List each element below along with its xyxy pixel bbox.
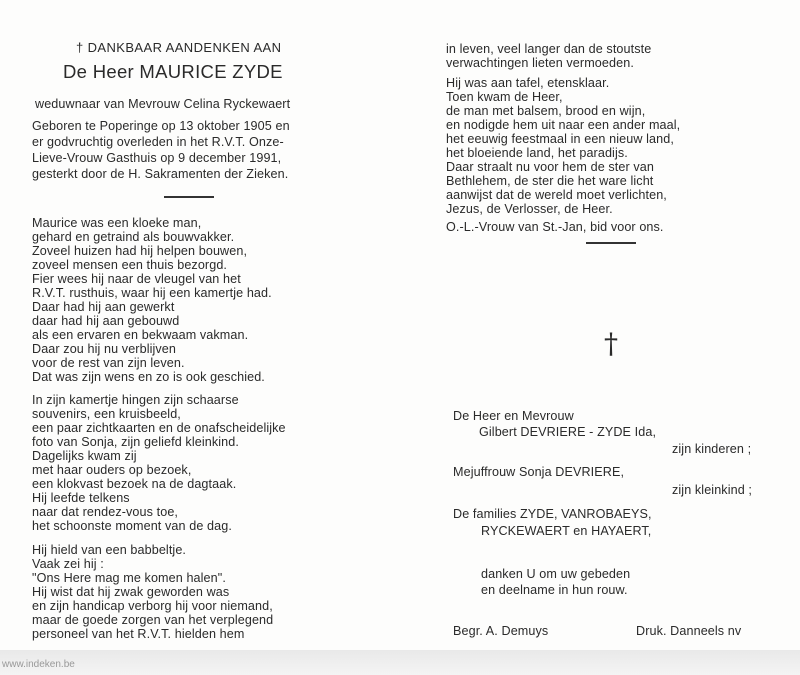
poem-line: souvenirs, een kruisbeeld, xyxy=(32,407,181,421)
poem-line: Fier wees hij naar de vleugel van het xyxy=(32,272,241,286)
bio-line: Geboren te Poperinge op 13 oktober 1905 en xyxy=(32,119,290,133)
poem-line: voor de rest van zijn leven. xyxy=(32,356,185,370)
poem-line: Hij wist dat hij zwak geworden was xyxy=(32,585,230,599)
bottom-shade xyxy=(0,650,800,675)
poem-line: Bethlehem, de ster die het ware licht xyxy=(446,174,654,188)
poem-line: "Ons Here mag me komen halen". xyxy=(32,571,226,585)
family-line: Gilbert DEVRIERE - ZYDE Ida, xyxy=(479,425,657,439)
poem-line: personeel van het R.V.T. hielden hem xyxy=(32,627,245,641)
poem-line: de man met balsem, brood en wijn, xyxy=(446,104,646,118)
prayer-line: O.-L.-Vrouw van St.-Jan, bid voor ons. xyxy=(446,220,664,234)
poem-line: met haar ouders op bezoek, xyxy=(32,463,192,477)
heading: † DANKBAAR AANDENKEN AAN xyxy=(76,40,282,55)
poem-line: In zijn kamertje hingen zijn schaarse xyxy=(32,393,239,407)
poem-line: gehard en getraind als bouwvakker. xyxy=(32,230,235,244)
footer-printer: Druk. Danneels nv xyxy=(636,624,742,638)
poem-line: het bloeiende land, het paradijs. xyxy=(446,146,628,160)
poem-line: en nodigde hem uit naar een ander maal, xyxy=(446,118,681,132)
watermark: www.indeken.be xyxy=(2,659,75,670)
family-line: RYCKEWAERT en HAYAERT, xyxy=(481,524,652,538)
poem-line: een paar zichtkaarten en de onafscheidelijke xyxy=(32,421,286,435)
poem-line: als een ervaren en bekwaam vakman. xyxy=(32,328,249,342)
poem-line: Hij leefde telkens xyxy=(32,491,130,505)
poem-line: daar had hij aan gebouwd xyxy=(32,314,180,328)
footer-undertaker: Begr. A. Demuys xyxy=(453,624,549,638)
poem-line: in leven, veel langer dan de stoutste xyxy=(446,42,652,56)
poem-line: Hij hield van een babbeltje. xyxy=(32,543,187,557)
poem-line: R.V.T. rusthuis, waar hij een kamertje had. xyxy=(32,286,272,300)
poem-line: Zoveel huizen had hij helpen bouwen, xyxy=(32,244,248,258)
widower-line: weduwnaar van Mevrouw Celina Ryckewaert xyxy=(35,97,291,111)
poem-line: het eeuwig feestmaal in een nieuw land, xyxy=(446,132,674,146)
poem-line: Dagelijks kwam zij xyxy=(32,449,137,463)
poem-line: Daar straalt nu voor hem de ster van xyxy=(446,160,654,174)
bio-line: Lieve-Vrouw Gasthuis op 9 december 1991, xyxy=(32,151,282,165)
poem-line: Daar zou hij nu verblijven xyxy=(32,342,177,356)
poem-line: Vaak zei hij : xyxy=(32,557,104,571)
family-line: De families ZYDE, VANROBAEYS, xyxy=(453,507,652,521)
bio-line: gesterkt door de H. Sakramenten der Zieken. xyxy=(32,167,289,181)
poem-line: foto van Sonja, zijn geliefd kleinkind. xyxy=(32,435,239,449)
poem-line: Toen kwam de Heer, xyxy=(446,90,563,104)
poem-line: aanwijst dat de wereld moet verlichten, xyxy=(446,188,667,202)
poem-line: het schoonste moment van de dag. xyxy=(32,519,232,533)
poem-line: een klokvast bezoek na de dagtaak. xyxy=(32,477,237,491)
poem-line: Daar had hij aan gewerkt xyxy=(32,300,175,314)
deceased-name: De Heer MAURICE ZYDE xyxy=(63,61,283,82)
cross-icon: † xyxy=(604,327,618,360)
family-line: De Heer en Mevrouw xyxy=(453,409,574,423)
poem-line: zoveel mensen een thuis bezorgd. xyxy=(32,258,228,272)
poem-line: verwachtingen lieten vermoeden. xyxy=(446,56,634,70)
poem-line: naar dat rendez-vous toe, xyxy=(32,505,179,519)
poem-line: Dat was zijn wens en zo is ook geschied. xyxy=(32,370,265,384)
poem-line: Hij was aan tafel, etensklaar. xyxy=(446,76,610,90)
bio-line: er godvruchtig overleden in het R.V.T. Onze- xyxy=(32,135,284,149)
family-line: danken U om uw gebeden xyxy=(481,567,631,581)
poem-line: Jezus, de Verlosser, de Heer. xyxy=(446,202,613,216)
poem-line: en zijn handicap verborg hij voor niemand, xyxy=(32,599,273,613)
family-line: Mejuffrouw Sonja DEVRIERE, xyxy=(453,465,625,479)
divider xyxy=(164,196,214,198)
family-line: zijn kinderen ; xyxy=(672,442,752,456)
divider xyxy=(586,242,636,244)
family-line: en deelname in hun rouw. xyxy=(481,583,628,597)
family-line: zijn kleinkind ; xyxy=(672,483,752,497)
poem-line: maar de goede zorgen van het verplegend xyxy=(32,613,274,627)
poem-line: Maurice was een kloeke man, xyxy=(32,216,202,230)
